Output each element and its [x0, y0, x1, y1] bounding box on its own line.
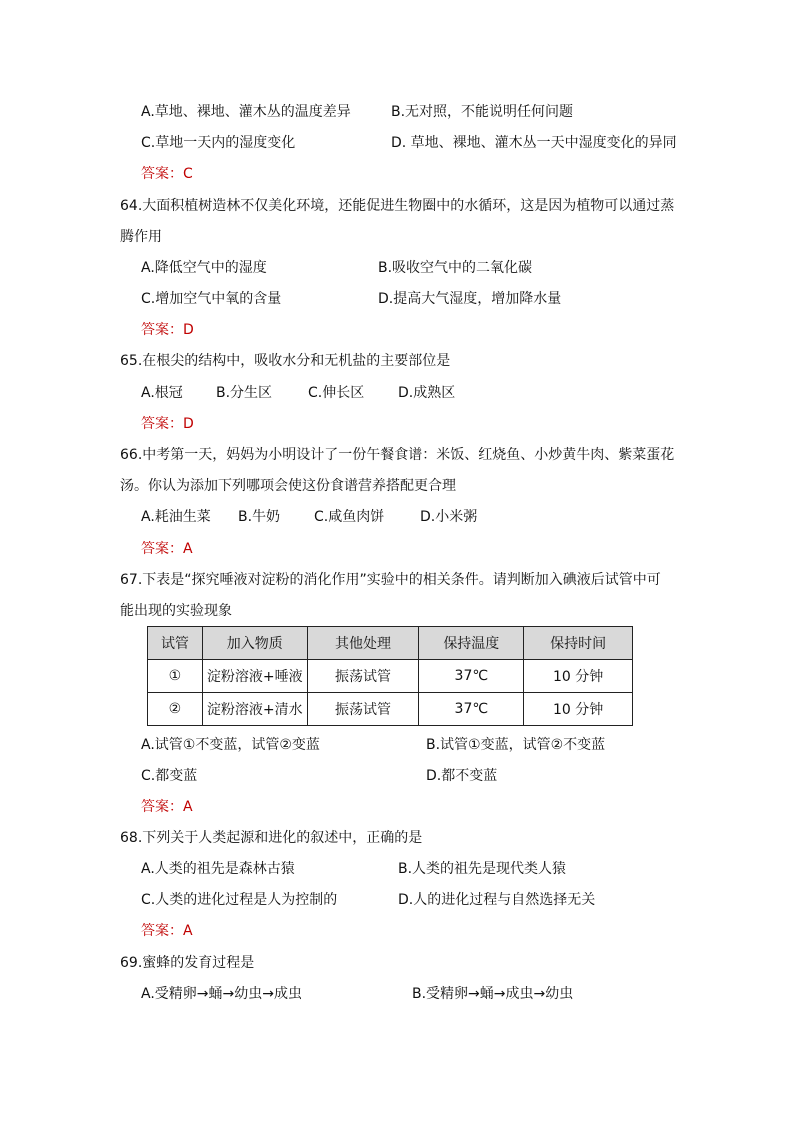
q65-text: 65.在根尖的结构中，吸收水分和无机盐的主要部位是 [120, 353, 451, 369]
q67-option-d: D.都不变蓝 [426, 768, 498, 784]
q63-option-b: B.无对照，不能说明任何问题 [391, 104, 574, 120]
q68-option-c: C.人类的进化过程是人为控制的 [141, 892, 338, 908]
q68-option-d: D.人的进化过程与自然选择无关 [398, 892, 596, 908]
q69-option-b: B.受精卵→蛹→成虫→幼虫 [412, 986, 574, 1002]
table-header: 其他处理 [307, 627, 419, 660]
q63-option-c: C.草地一天内的湿度变化 [141, 135, 296, 151]
table-cell: 振荡试管 [307, 693, 419, 726]
table-header-row [148, 627, 633, 660]
q68-option-a: A.人类的祖先是森林古猿 [141, 861, 295, 877]
answer-value: D [183, 322, 194, 338]
q64-option-d: D.提高大气湿度，增加降水量 [378, 291, 562, 307]
table-cell: ① [148, 660, 203, 693]
q65-option-b: B.分生区 [216, 385, 273, 401]
table-cell: 淀粉溶液+唾液 [202, 660, 307, 693]
table-header: 保持温度 [419, 627, 524, 660]
q64-option-a: A.降低空气中的湿度 [141, 260, 267, 276]
q67-option-c: C.都变蓝 [141, 768, 198, 784]
q64-text-line2: 腾作用 [120, 229, 162, 245]
q67-text-line2: 能出现的实验现象 [120, 603, 232, 619]
q66-option-a: A.耗油生菜 [141, 509, 211, 525]
q65-option-a: A.根冠 [141, 385, 183, 401]
answer-value: A [183, 541, 193, 557]
answer-label: 答案： [141, 923, 183, 939]
answer-label: 答案： [141, 322, 183, 338]
answer-label: 答案： [141, 799, 183, 815]
table-header: 保持时间 [524, 627, 633, 660]
experiment-table [147, 626, 633, 726]
q67-text-line1: 67.下表是“探究唾液对淀粉的消化作用”实验中的相关条件。请判断加入碘液后试管中可 [120, 572, 661, 588]
q67-option-b: B.试管①变蓝，试管②不变蓝 [426, 737, 606, 753]
table-cell: 10 分钟 [524, 693, 633, 726]
q66-text-line1: 66.中考第一天，妈妈为小明设计了一份午餐食谱：米饭、红烧鱼、小炒黄牛肉、紫菜蛋花 [120, 447, 675, 463]
q65-option-d: D.成熟区 [398, 385, 456, 401]
q66-text-line2: 汤。你认为添加下列哪项会使这份食谱营养搭配更合理 [120, 478, 456, 494]
table-cell: 10 分钟 [524, 660, 633, 693]
q66-option-c: C.咸鱼肉饼 [314, 509, 385, 525]
table-cell: ② [148, 693, 203, 726]
q64-option-c: C.增加空气中氧的含量 [141, 291, 282, 307]
q68-text: 68.下列关于人类起源和进化的叙述中，正确的是 [120, 830, 423, 846]
table-header: 试管 [148, 627, 203, 660]
q63-option-d: D. 草地、裸地、灌木丛一天中湿度变化的异同 [391, 135, 677, 151]
table-cell: 37℃ [419, 693, 524, 726]
answer-label: 答案： [141, 166, 183, 182]
q66-answer [141, 540, 193, 558]
q69-text: 69.蜜蜂的发育过程是 [120, 955, 255, 971]
q67-option-a: A.试管①不变蓝，试管②变蓝 [141, 737, 320, 753]
answer-value: A [183, 799, 193, 815]
q63-answer [141, 165, 193, 183]
table-cell: 振荡试管 [307, 660, 419, 693]
q66-option-d: D.小米粥 [420, 509, 478, 525]
q69-option-a: A.受精卵→蛹→幼虫→成虫 [141, 986, 302, 1002]
answer-value: C [183, 166, 193, 182]
table-cell: 37℃ [419, 660, 524, 693]
table-header: 加入物质 [202, 627, 307, 660]
q66-option-b: B.牛奶 [238, 509, 281, 525]
table-row [148, 660, 633, 693]
q64-answer [141, 321, 194, 339]
answer-value: A [183, 923, 193, 939]
q64-text-line1: 64.大面积植树造林不仅美化环境，还能促进生物圈中的水循环，这是因为植物可以通过蒸 [120, 198, 675, 214]
answer-value: D [183, 416, 194, 432]
answer-label: 答案： [141, 416, 183, 432]
q65-option-c: C.伸长区 [308, 385, 365, 401]
q67-answer [141, 798, 193, 816]
q68-answer [141, 922, 193, 940]
q65-answer [141, 415, 194, 433]
answer-label: 答案： [141, 541, 183, 557]
q63-option-a: A.草地、裸地、灌木丛的温度差异 [141, 104, 351, 120]
q68-option-b: B.人类的祖先是现代类人猿 [398, 861, 567, 877]
table-cell: 淀粉溶液+清水 [202, 693, 307, 726]
table-row [148, 693, 633, 726]
q64-option-b: B.吸收空气中的二氧化碳 [378, 260, 533, 276]
